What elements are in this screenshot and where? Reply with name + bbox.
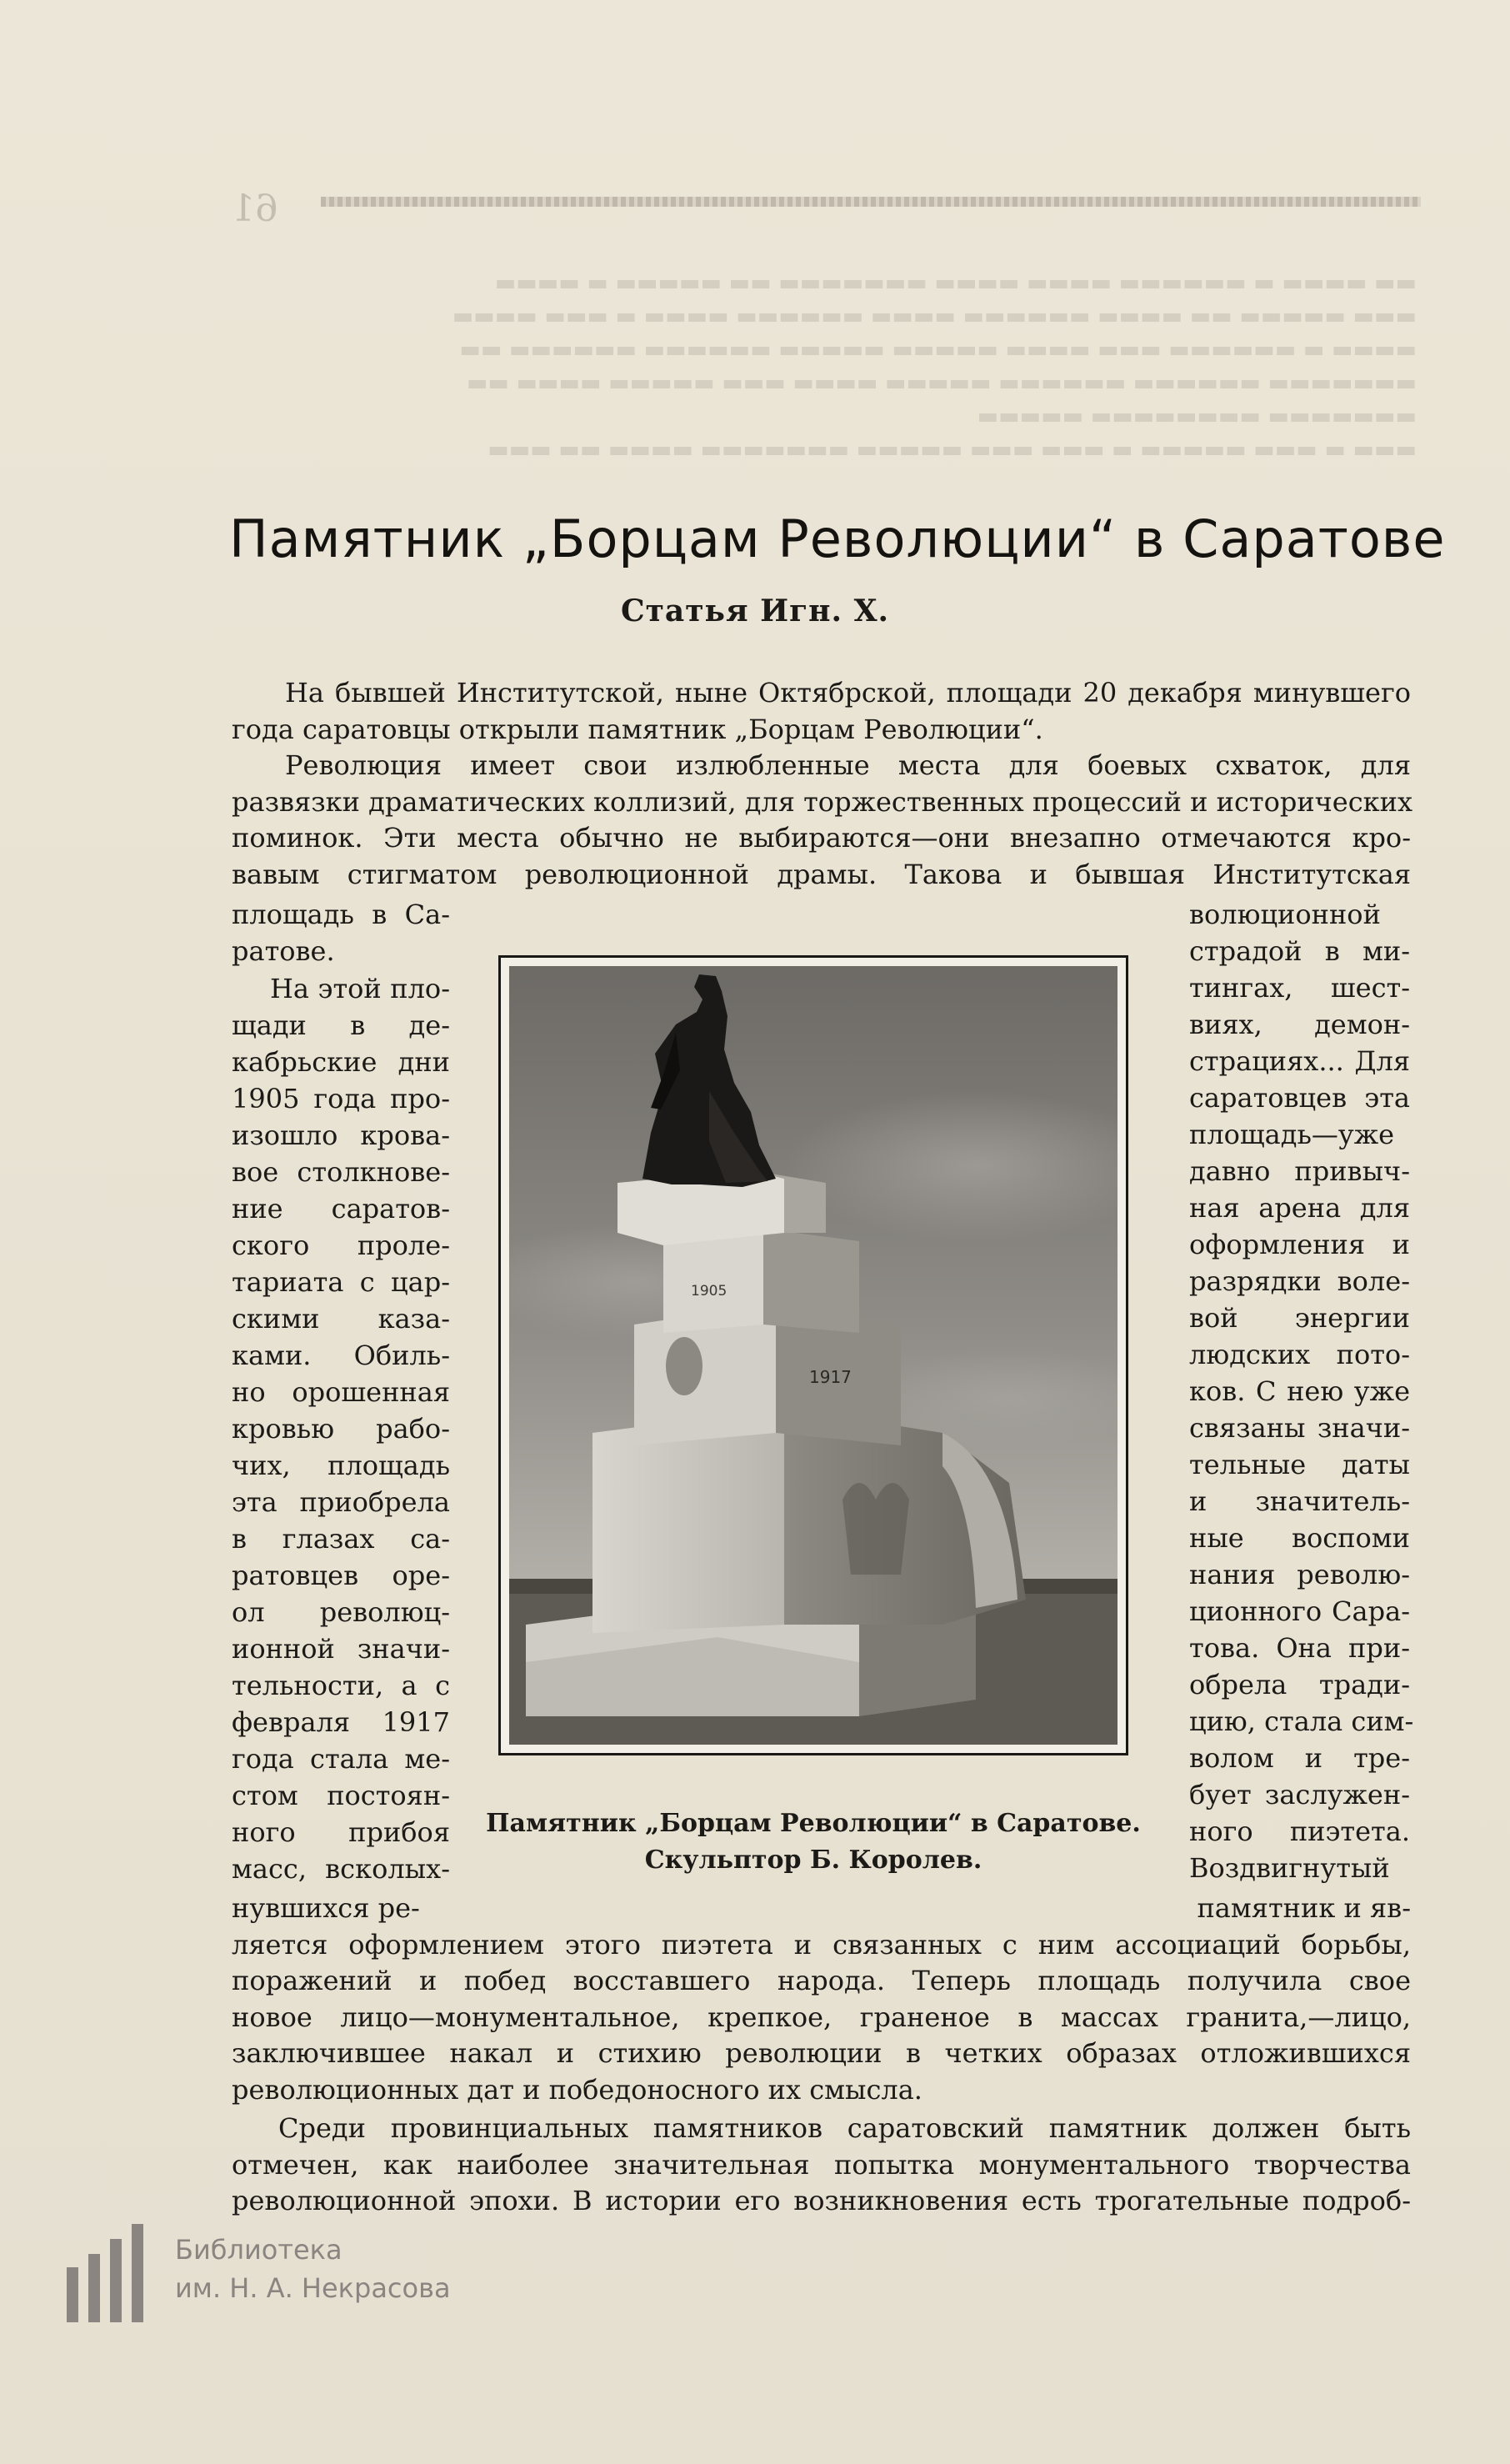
text-line: площадь в Са- (232, 899, 450, 930)
text-line: това. Она при- (1189, 1632, 1410, 1664)
text-line: но орошенная (232, 1376, 450, 1408)
text-line: Среди провинциальных памятников саратовский памятник должен быть (278, 2112, 1411, 2144)
text-line: На бывшей Институтской, ныне Октябрской, площади 20 декабря минувшего (285, 677, 1411, 709)
text-line: щади в де- (232, 1009, 450, 1041)
text-line: революционной эпохи. В истории его возникновения есть трогательные подроб- (232, 2185, 1411, 2216)
text-line: связаны значи- (1189, 1412, 1410, 1444)
text-line: тингах, шест- (1189, 972, 1410, 1004)
photo-caption-line-2: Скульптор Б. Королев. (644, 1845, 982, 1875)
paragraph-2-end (232, 1891, 1411, 2108)
text-line: в глазах са- (232, 1523, 450, 1555)
text-line (232, 1891, 1411, 1927)
monument-photo-frame (498, 955, 1128, 1755)
text-line: ные воспоми (1189, 1522, 1410, 1554)
text-fragment-left: нувшихся ре- (232, 1892, 420, 1924)
text-line: ного прибоя (232, 1816, 450, 1848)
text-line: скими каза- (232, 1303, 450, 1335)
text-line: ная арена для (1189, 1192, 1410, 1224)
text-line: поражений и побед восставшего народа. Теперь площадь получила свое (232, 1965, 1411, 1996)
text-line: оформления и (1189, 1229, 1410, 1260)
monument-photo (509, 966, 1118, 1745)
text-line: развязки драматических коллизий, для торжественных процессий и исторических (232, 785, 1413, 818)
text-line: вой энергии (1189, 1302, 1410, 1334)
library-name (175, 2231, 451, 2307)
text-fragment-right: памятник и яв- (1197, 1892, 1411, 1924)
text-line: волюционной (1189, 899, 1381, 930)
text-line: страдой в ми- (1189, 935, 1410, 967)
text-line: кабрьские дни (232, 1046, 450, 1078)
text-line: бует заслужен- (1189, 1779, 1410, 1810)
text-line: ол революц- (232, 1596, 450, 1628)
text-line: людских пото- (1189, 1339, 1410, 1370)
text-line: тельности, а с (232, 1670, 450, 1701)
text-line: ратове. (232, 935, 335, 967)
text-line: Революция имеет свои излюбленные места для боевых схваток, для (285, 749, 1411, 781)
library-name-line-2: им. Н. А. Некрасова (175, 2272, 451, 2304)
text-line: тариата с цар- (232, 1266, 450, 1298)
text-line: 1905 года про- (232, 1083, 450, 1114)
text-line: ние саратов- (232, 1193, 450, 1224)
text-line: вое столкнове- (232, 1156, 450, 1188)
right-column (1189, 896, 1414, 1886)
text-line: года саратовцы открыли памятник „Борцам Революции“. (232, 713, 1043, 745)
text-line: и значитель- (1189, 1485, 1410, 1517)
text-line: ками. Обиль- (232, 1340, 450, 1371)
text-line: чих, площадь (232, 1450, 450, 1481)
text-line: разрядки воле- (1189, 1265, 1410, 1297)
text-line: страциях... Для (1189, 1045, 1410, 1077)
text-line: Воздвигнутый (1189, 1852, 1390, 1884)
left-column-head (232, 896, 450, 969)
text-line: заключившее накал и стихию революции в четких образах отложившихся революционных дат и победоносного их смысла. (232, 2037, 1411, 2106)
bleed-through-page-number: 61 (232, 188, 278, 230)
left-column (232, 970, 450, 1887)
text-line: новое лицо—монументальное, крепкое, граненое в массах гранита,—лицо, (232, 2001, 1411, 2033)
text-line: кровью рабо- (232, 1413, 450, 1445)
bleed-through-header-rule (321, 197, 1421, 207)
text-line: отмечен, как наиболее значительная попытка монументального творчества (232, 2148, 1411, 2181)
text-line: изошло крова- (232, 1119, 450, 1151)
text-line: года стала ме- (232, 1743, 450, 1775)
paragraph-1 (232, 675, 1411, 748)
photo-caption (467, 1805, 1160, 1879)
library-watermark (67, 2224, 475, 2324)
pedestal-year-1905: 1905 (691, 1283, 728, 1300)
text-line: саратовцев эта (1189, 1082, 1410, 1114)
library-name-line-1: Библиотека (175, 2234, 342, 2266)
text-line: площадь—уже (1189, 1119, 1395, 1150)
paragraph-2-top (232, 748, 1411, 893)
text-line: ков. С нею уже (1189, 1375, 1410, 1407)
text-line: ционного Сара- (1189, 1595, 1410, 1627)
text-line: стом постоян- (232, 1780, 450, 1811)
text-line: ного пиэтета. (1189, 1815, 1410, 1847)
text-line: давно привыч- (1189, 1155, 1410, 1187)
text-line: виях, демон- (1189, 1009, 1410, 1040)
text-line: На этой пло- (270, 973, 450, 1004)
bleed-through-text: ▬▬ ▬▬▬▬ ▬ ▬▬▬▬▬▬ ▬▬▬▬ ▬▬▬▬ ▬▬▬▬▬▬▬ ▬▬ ▬▬▬▬▬ ▬ ▬▬▬▬ ▬▬▬ ▬▬▬▬▬ ▬▬ ▬▬▬▬ ▬▬▬▬▬▬ ▬▬▬▬ ▬▬▬▬▬▬ ▬▬▬▬ ▬ ▬▬▬ ▬▬▬▬ ▬▬▬▬ ▬ ▬▬▬▬▬▬ ▬▬▬ ▬▬▬▬ ▬▬▬▬▬ ▬▬▬▬▬ ▬▬▬▬▬▬ ▬▬▬▬▬▬ ▬▬ ▬▬▬▬▬▬▬ ▬▬▬▬▬▬ ▬▬▬▬▬▬ ▬▬▬▬▬ ▬▬▬▬ ▬▬▬ ▬▬▬▬▬ ▬▬▬▬ ▬▬ ▬▬▬▬▬▬▬ ▬▬▬▬▬▬▬▬ ▬▬▬▬▬ ▬▬▬ ▬ ▬▬▬ ▬▬▬▬▬ ▬ ▬▬▬ ▬▬▬ ▬▬▬▬▬ ▬▬▬▬▬▬▬ ▬▬▬▬ ▬▬ ▬▬▬ (452, 270, 1417, 463)
text-line: февраля 1917 (232, 1706, 450, 1738)
text-line: ляется оформлением этого пиэтета и связанных с ним ассоциаций борьбы, (232, 1928, 1411, 1961)
photo-caption-line-1: Памятник „Борцам Революции“ в Саратове. (486, 1809, 1141, 1838)
text-line: тельные даты (1189, 1449, 1410, 1480)
article-title: Памятник „Борцам Революции“ в Саратове (229, 508, 1446, 569)
monument-photo-image (509, 966, 1118, 1745)
article-byline: Статья Игн. Х. (620, 593, 890, 629)
text-line: цию, стала сим- (1189, 1705, 1414, 1737)
text-line: нания револю- (1189, 1559, 1410, 1590)
text-line: волом и тре- (1189, 1742, 1410, 1774)
text-line: ского проле- (232, 1229, 450, 1261)
paragraph-3 (232, 2111, 1411, 2220)
text-line: ионной значи- (232, 1633, 450, 1665)
text-line: ратовцев оре- (232, 1560, 450, 1591)
text-line: вавым стигматом революционной драмы. Такова и бывшая Институтская (232, 858, 1411, 890)
text-line: масс, всколых- (232, 1853, 450, 1885)
library-logo-icon (67, 2224, 158, 2324)
text-line: эта приобрела (232, 1486, 450, 1518)
text-line: поминок. Эти места обычно не выбираются—они внезапно отмечаются кро- (232, 822, 1411, 854)
text-line: обрела тради- (1189, 1669, 1410, 1700)
pedestal-year-1917: 1917 (809, 1367, 852, 1387)
